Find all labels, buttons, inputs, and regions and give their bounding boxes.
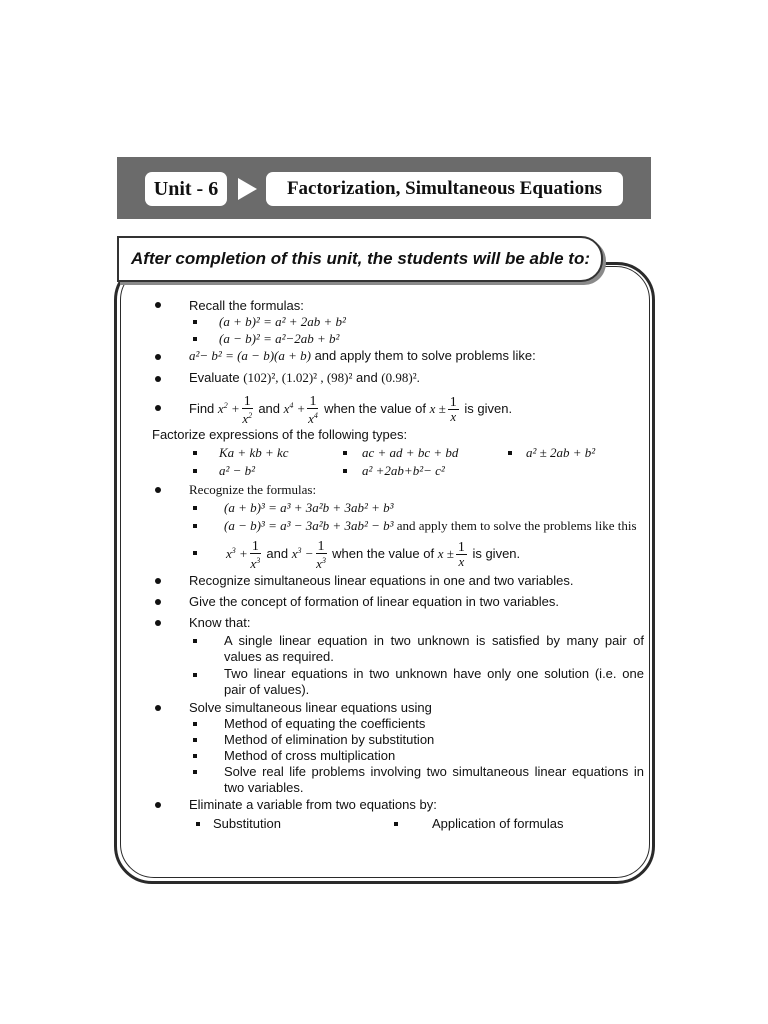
arrow-right-icon — [238, 178, 257, 200]
square-bullet-icon — [193, 337, 197, 341]
unit-label: Unit - 6 — [145, 172, 227, 206]
bullet-icon — [155, 599, 161, 605]
bullet-icon — [155, 354, 161, 360]
square-bullet-icon — [193, 738, 197, 742]
unit-header-band — [117, 157, 651, 219]
method-4: Solve real life problems involving two simultaneous linear equations in two variables. — [224, 764, 644, 795]
find-and: and — [254, 401, 284, 416]
square-bullet-icon — [193, 524, 197, 528]
formula-cube-sum: (a + b)³ = a³ + 3a²b + 3ab² + b³ — [224, 500, 394, 515]
know-point-2: Two linear equations in two unknown have only one solution (i.e. one pair of values). — [224, 666, 644, 697]
formula-cube-diff: (a − b)³ = a³ − 3a²b + 3ab² − b³ — [224, 518, 394, 533]
square-bullet-icon — [193, 451, 197, 455]
diff-of-squares-formula: a²− b² = (a − b)(a + b) — [189, 348, 311, 363]
square-bullet-icon — [394, 822, 398, 826]
factorize-label: Factorize expressions of the following types: — [152, 427, 408, 442]
banner-text: After completion of this unit, the students will be able to: — [131, 249, 591, 268]
know-that-text: Know that: — [189, 615, 251, 630]
square-bullet-icon — [193, 639, 197, 643]
factor-type-b: ac + ad + bc + bd — [362, 445, 459, 460]
square-bullet-icon — [193, 770, 197, 774]
bullet-icon — [155, 405, 161, 411]
cube-given: is given. — [468, 546, 521, 561]
fraction-1-over-x3-b: $\frac{1}{x^3}$ — [316, 538, 326, 571]
factor-type-c: a² ± 2ab + b² — [526, 445, 596, 460]
simultaneous-recognize-text: Recognize simultaneous linear equations in one and two variables. — [189, 573, 574, 588]
cube-and: and — [262, 546, 292, 561]
cube-problem-line: $x^3$ + $\frac{1}{x^3}$ and $x^3$ − $\frac{1}{x^3}$ when the value of x ± $\frac{1}{x}$ is given. — [226, 538, 521, 571]
square-bullet-icon — [343, 451, 347, 455]
concept-text: Give the concept of formation of linear equation in two variables. — [189, 594, 559, 609]
cube-when: when the value of — [328, 546, 438, 561]
square-bullet-icon — [193, 754, 197, 758]
evaluate-and: and — [352, 370, 382, 385]
bullet-icon — [155, 578, 161, 584]
square-bullet-icon — [508, 451, 512, 455]
eliminate-label: Eliminate a variable from two equations by: — [189, 797, 437, 812]
square-bullet-icon — [343, 469, 347, 473]
formula-square-diff: (a − b)² = a²−2ab + b² — [219, 331, 340, 346]
evaluate-label: Evaluate — [189, 370, 244, 385]
cube-diff-text: and apply them to solve the problems like this — [393, 518, 637, 533]
know-point-1: A single linear equation in two unknown is satisfied by many pair of values as required. — [224, 633, 644, 664]
square-bullet-icon — [196, 822, 200, 826]
recall-formulas-text: Recall the formulas: — [189, 298, 304, 313]
bullet-icon — [155, 620, 161, 626]
diff-of-squares-text: and apply them to solve problems like: — [310, 348, 536, 363]
find-given: is given. — [460, 401, 513, 416]
evaluate-values: (102)², (1.02)² , (98)² — [243, 370, 353, 385]
outcomes-banner — [117, 236, 603, 282]
solve-label: Solve simultaneous linear equations using — [189, 700, 432, 715]
square-bullet-icon — [193, 722, 197, 726]
square-bullet-icon — [193, 551, 197, 555]
square-bullet-icon — [193, 469, 197, 473]
find-when: when the value of — [320, 401, 430, 416]
factor-type-d: a² − b² — [219, 463, 256, 478]
square-bullet-icon — [193, 673, 197, 677]
elimination-substitution: Substitution — [213, 816, 281, 831]
fraction-1-over-x4: $\frac{1}{x^4}$ — [308, 393, 318, 426]
square-bullet-icon — [193, 320, 197, 324]
diff-of-squares-line — [189, 348, 536, 364]
fraction-1-over-x: $\frac{1}{x}$ — [449, 395, 457, 425]
factor-type-a: Ka + kb + kc — [219, 445, 289, 460]
fraction-1-over-x2: $\frac{1}{x^2}$ — [242, 393, 253, 426]
evaluate-line — [189, 370, 420, 386]
method-3: Method of cross multiplication — [224, 748, 396, 763]
fraction-1-over-x-b: $\frac{1}{x}$ — [457, 540, 465, 570]
bullet-icon — [155, 705, 161, 711]
elimination-formulas: Application of formulas — [432, 816, 564, 831]
recognize-formulas-text: Recognize the formulas: — [189, 482, 317, 497]
square-bullet-icon — [193, 506, 197, 510]
find-label: Find — [189, 401, 218, 416]
bullet-icon — [155, 802, 161, 808]
fraction-1-over-x3: $\frac{1}{x^3}$ — [250, 538, 261, 571]
bullet-icon — [155, 302, 161, 308]
bullet-icon — [155, 487, 161, 493]
unit-title: Factorization, Simultaneous Equations — [266, 172, 623, 206]
factor-type-e: a² +2ab+b²− c² — [362, 463, 445, 478]
bullet-icon — [155, 376, 161, 382]
method-2: Method of elimination by substitution — [224, 732, 435, 747]
find-line: Find $x^2$ + $\frac{1}{x^2}$ and $x^4$ + $\frac{1}{x^4}$ when the value of x ± $\frac{1}{x}$ is given. — [189, 393, 513, 426]
cube-diff-line — [224, 518, 637, 534]
method-1: Method of equating the coefficients — [224, 716, 426, 731]
formula-square-sum: (a + b)² = a² + 2ab + b² — [219, 314, 346, 329]
evaluate-last: (0.98)². — [381, 370, 420, 385]
